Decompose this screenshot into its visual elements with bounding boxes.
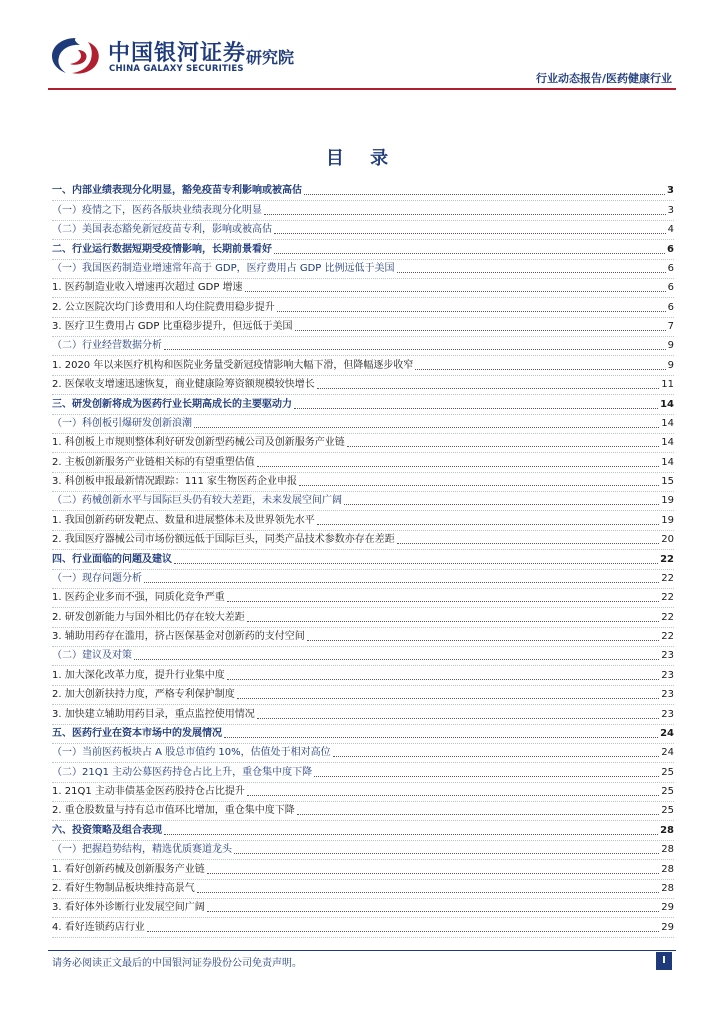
toc-entry-text: 1. 看好创新药械及创新服务产业链 xyxy=(52,863,205,875)
toc-dot-leader xyxy=(164,348,666,350)
toc-entry-text: （一）我国医药制造业增速常年高于 GDP，医疗费用占 GDP 比例远低于美国 xyxy=(52,262,395,274)
toc-entry-text: 2. 公立医院次均门诊费用和人均住院费用稳步提升 xyxy=(52,301,275,313)
toc-entry-text: 六、投资策略及组合表现 xyxy=(52,824,162,836)
toc-entry[interactable] xyxy=(52,434,674,453)
toc-entry-page: 22 xyxy=(661,631,674,642)
brand-institute: 研究院 xyxy=(246,48,295,67)
toc-entry-page: 15 xyxy=(661,476,674,487)
toc-dot-leader xyxy=(344,503,659,505)
toc-entry-page: 6 xyxy=(667,301,674,313)
toc-entry[interactable] xyxy=(52,705,674,724)
toc-entry[interactable] xyxy=(52,763,674,782)
header-divider xyxy=(48,88,676,90)
toc-entry-text: （一）把握趋势结构，精选优质赛道龙头 xyxy=(52,844,232,856)
toc-entry-page: 23 xyxy=(661,650,674,662)
toc-entry-page: 9 xyxy=(667,359,674,371)
china-galaxy-logo-icon xyxy=(48,34,104,78)
toc-entry[interactable] xyxy=(52,802,674,821)
toc-dot-leader xyxy=(274,232,666,234)
toc-entry-page: 19 xyxy=(661,495,674,507)
toc-entry-text: 五、医药行业在资本市场中的发展情况 xyxy=(52,727,222,739)
toc-dot-leader xyxy=(299,484,659,486)
toc-entry-page: 25 xyxy=(661,805,674,817)
toc-dot-leader xyxy=(257,717,660,719)
toc-entry-page: 23 xyxy=(661,708,674,720)
toc-entry-page: 20 xyxy=(661,534,674,546)
toc-dot-leader xyxy=(333,755,660,757)
toc-entry-text: 2. 主板创新服务产业链相关标的有望重塑估值 xyxy=(52,456,255,468)
toc-entry[interactable] xyxy=(52,201,674,220)
toc-entry-page: 25 xyxy=(661,766,674,778)
toc-entry[interactable] xyxy=(52,511,674,530)
toc-entry-page: 22 xyxy=(661,572,674,584)
toc-entry[interactable] xyxy=(52,376,674,395)
toc-entry[interactable] xyxy=(52,647,674,666)
toc-entry-text: （一）现存问题分析 xyxy=(52,572,142,584)
toc-entry-text: 3. 医疗卫生费用占 GDP 比重稳步提升，但远低于美国 xyxy=(52,321,293,332)
toc-entry[interactable] xyxy=(52,589,674,608)
toc-dot-leader xyxy=(227,678,660,680)
toc-dot-leader xyxy=(294,407,658,409)
toc-dot-leader xyxy=(224,736,658,738)
toc-entry[interactable] xyxy=(52,608,674,627)
brand-name-cn: 中国银河证券 xyxy=(108,41,247,66)
toc-entry-page: 6 xyxy=(667,243,674,255)
toc-dot-leader xyxy=(257,465,660,467)
report-type-label: 行业动态报告/医药健康行业 xyxy=(535,72,672,85)
toc-dot-leader xyxy=(274,252,665,254)
toc-entry[interactable] xyxy=(52,666,674,685)
toc-entry-page: 24 xyxy=(661,747,674,759)
toc-entry[interactable] xyxy=(52,628,674,647)
toc-entry[interactable] xyxy=(52,531,674,550)
toc-dot-leader xyxy=(264,213,666,215)
toc-dot-leader xyxy=(207,872,660,874)
toc-entry-text: （二）21Q1 主动公募医药持仓占比上升，重仓集中度下降 xyxy=(52,766,313,778)
toc-entry[interactable] xyxy=(52,453,674,472)
toc-entry-page: 3 xyxy=(667,204,674,216)
toc-entry-page: 23 xyxy=(661,669,674,681)
toc-entry-page: 22 xyxy=(661,592,674,604)
toc-dot-leader xyxy=(277,310,666,312)
toc-entry[interactable] xyxy=(52,899,674,918)
toc-entry[interactable] xyxy=(52,415,674,434)
toc-entry-text: 三、研发创新将成为医药行业长期高成长的主要驱动力 xyxy=(52,398,292,410)
toc-dot-leader xyxy=(227,600,660,602)
toc-entry[interactable] xyxy=(52,356,674,375)
toc-dot-leader xyxy=(197,891,660,893)
toc-entry-page: 29 xyxy=(661,921,674,933)
toc-entry-text: 1. 加大深化改革力度，提升行业集中度 xyxy=(52,669,225,681)
toc-dot-leader xyxy=(207,910,660,912)
toc-entry[interactable] xyxy=(52,260,674,279)
toc-entry-page: 7 xyxy=(667,321,674,332)
toc-entry-text: （一）科创板引爆研发创新浪潮 xyxy=(52,417,192,429)
toc-entry-text: 1. 2020 年以来医疗机构和医院业务量受新冠疫情影响大幅下滑，但降幅逐步收窄 xyxy=(52,359,414,371)
toc-dot-leader xyxy=(317,523,660,525)
toc-dot-leader xyxy=(134,658,659,660)
toc-entry-text: 2. 重仓股数量与持有总市值环比增加，重仓集中度下降 xyxy=(52,805,295,817)
toc-dot-leader xyxy=(247,620,660,622)
toc-dot-leader xyxy=(304,193,665,195)
toc-entry[interactable] xyxy=(52,318,674,337)
toc-entry-text: 一、内部业绩表现分化明显，豁免疫苗专利影响或被高估 xyxy=(52,185,302,197)
toc-entry-page: 28 xyxy=(661,863,674,875)
toc-entry-text: 3. 加快建立辅助用药目录，重点监控使用情况 xyxy=(52,708,255,720)
toc-dot-leader xyxy=(247,794,659,796)
toc-entry[interactable] xyxy=(52,783,674,802)
toc-entry[interactable] xyxy=(52,918,674,937)
toc-entry-page: 6 xyxy=(667,282,674,294)
footer-divider xyxy=(48,950,676,951)
toc-dot-leader xyxy=(347,445,660,447)
toc-entry-page: 14 xyxy=(660,398,674,410)
toc-entry-page: 4 xyxy=(667,224,674,236)
toc-dot-leader xyxy=(164,833,658,835)
toc-entry-text: 2. 加大创新扶持力度，严格专利保护制度 xyxy=(52,689,235,701)
toc-entry-page: 22 xyxy=(660,553,674,565)
toc-dot-leader xyxy=(234,852,659,854)
toc-entry-text: 2. 研发创新能力与国外相比仍存在较大差距 xyxy=(52,611,245,623)
toc-dot-leader xyxy=(174,562,658,564)
toc-dot-leader xyxy=(415,368,665,370)
toc-entry-text: 1. 21Q1 主动非债基金医药股持仓占比提升 xyxy=(52,786,245,797)
toc-entry-page: 29 xyxy=(661,902,674,914)
toc-entry[interactable] xyxy=(52,298,674,317)
toc-entry-page: 19 xyxy=(661,514,674,526)
toc-entry-text: （一）当前医药板块占 A 股总市值约 10%，估值处于相对高位 xyxy=(52,747,331,759)
toc-entry-text: （二）药械创新水平与国际巨头仍有较大差距，未来发展空间广阔 xyxy=(52,495,342,507)
toc-entry-text: 1. 科创板上市规则整体利好研发创新型药械公司及创新服务产业链 xyxy=(52,437,345,449)
toc-entry-page: 11 xyxy=(661,379,674,391)
toc-entry-page: 28 xyxy=(661,844,674,856)
page-number-badge: I xyxy=(656,952,672,970)
toc-entry-text: （二）行业经营数据分析 xyxy=(52,340,162,352)
toc-entry-text: 2. 我国医疗器械公司市场份额远低于国际巨头，同类产品技术参数亦存在差距 xyxy=(52,534,395,546)
toc-entry-text: 1. 医药制造业收入增速再次超过 GDP 增速 xyxy=(52,282,243,294)
toc-entry-text: 1. 医药企业多而不强，同质化竞争严重 xyxy=(52,592,225,604)
toc-dot-leader xyxy=(307,639,660,641)
toc-entry-text: 3. 辅助用药存在滥用，挤占医保基金对创新药的支付空间 xyxy=(52,631,305,642)
toc-entry-page: 28 xyxy=(660,824,674,836)
toc-dot-leader xyxy=(297,813,660,815)
toc-entry-text: 3. 科创板申报最新情况跟踪：111 家生物医药企业申报 xyxy=(52,476,297,487)
toc-entry[interactable] xyxy=(52,860,674,879)
toc-dot-leader xyxy=(317,387,660,389)
toc-entry[interactable] xyxy=(52,221,674,240)
toc-entry[interactable] xyxy=(52,182,674,201)
toc-entry-page: 9 xyxy=(667,340,674,352)
toc-dot-leader xyxy=(397,271,666,273)
toc-dot-leader xyxy=(147,930,660,932)
toc-dot-leader xyxy=(237,697,660,699)
toc-entry[interactable] xyxy=(52,821,674,840)
footer-disclaimer: 请务必阅读正文最后的中国银河证券股份公司免责声明。 xyxy=(52,958,302,969)
toc-entry[interactable] xyxy=(52,744,674,763)
toc-dot-leader xyxy=(314,775,659,777)
toc-entry-text: 1. 我国创新药研发靶点、数量和进展整体未及世界领先水平 xyxy=(52,514,315,526)
brand-name-en: CHINA GALAXY SECURITIES xyxy=(109,64,244,74)
toc-entry[interactable] xyxy=(52,337,674,356)
toc-dot-leader xyxy=(245,290,666,292)
toc-entry-text: 3. 看好体外诊断行业发展空间广阔 xyxy=(52,902,205,914)
toc-entry-page: 14 xyxy=(661,417,674,429)
toc-entry[interactable] xyxy=(52,550,674,569)
table-of-contents xyxy=(52,182,674,938)
toc-entry[interactable] xyxy=(52,395,674,414)
toc-dot-leader xyxy=(194,426,659,428)
toc-entry-text: （一）疫情之下，医药各版块业绩表现分化明显 xyxy=(52,204,262,216)
toc-entry-text: （二）建议及对策 xyxy=(52,650,132,662)
toc-entry-page: 23 xyxy=(661,689,674,701)
toc-entry[interactable] xyxy=(52,279,674,298)
toc-entry-page: 3 xyxy=(667,185,674,197)
toc-entry-text: 四、行业面临的问题及建议 xyxy=(52,553,172,565)
toc-entry-page: 22 xyxy=(661,611,674,623)
toc-entry-text: 4. 看好连锁药店行业 xyxy=(52,921,145,933)
toc-entry[interactable] xyxy=(52,841,674,860)
toc-entry-page: 24 xyxy=(660,727,674,739)
toc-entry-page: 6 xyxy=(667,262,674,274)
toc-entry-text: （二）美国表态豁免新冠疫苗专利，影响或被高估 xyxy=(52,224,272,236)
toc-entry-text: 2. 看好生物制品板块维持高景气 xyxy=(52,882,195,894)
toc-entry[interactable] xyxy=(52,473,674,492)
toc-entry[interactable] xyxy=(52,570,674,589)
toc-entry[interactable] xyxy=(52,492,674,511)
toc-entry-page: 28 xyxy=(661,882,674,894)
toc-entry-page: 14 xyxy=(661,437,674,449)
toc-entry-text: 2. 医保收支增速迅速恢复，商业健康险筹资额规模较快增长 xyxy=(52,379,315,391)
toc-dot-leader xyxy=(144,581,659,583)
toc-entry[interactable] xyxy=(52,240,674,259)
toc-entry-text: 二、行业运行数据短期受疫情影响，长期前景看好 xyxy=(52,243,272,255)
toc-entry-page: 25 xyxy=(661,786,674,797)
toc-entry[interactable] xyxy=(52,686,674,705)
toc-entry[interactable] xyxy=(52,880,674,899)
toc-dot-leader xyxy=(397,542,660,544)
toc-entry-page: 14 xyxy=(661,456,674,468)
toc-dot-leader xyxy=(295,329,666,331)
toc-title: 目 录 xyxy=(325,148,399,169)
toc-entry[interactable] xyxy=(52,725,674,744)
